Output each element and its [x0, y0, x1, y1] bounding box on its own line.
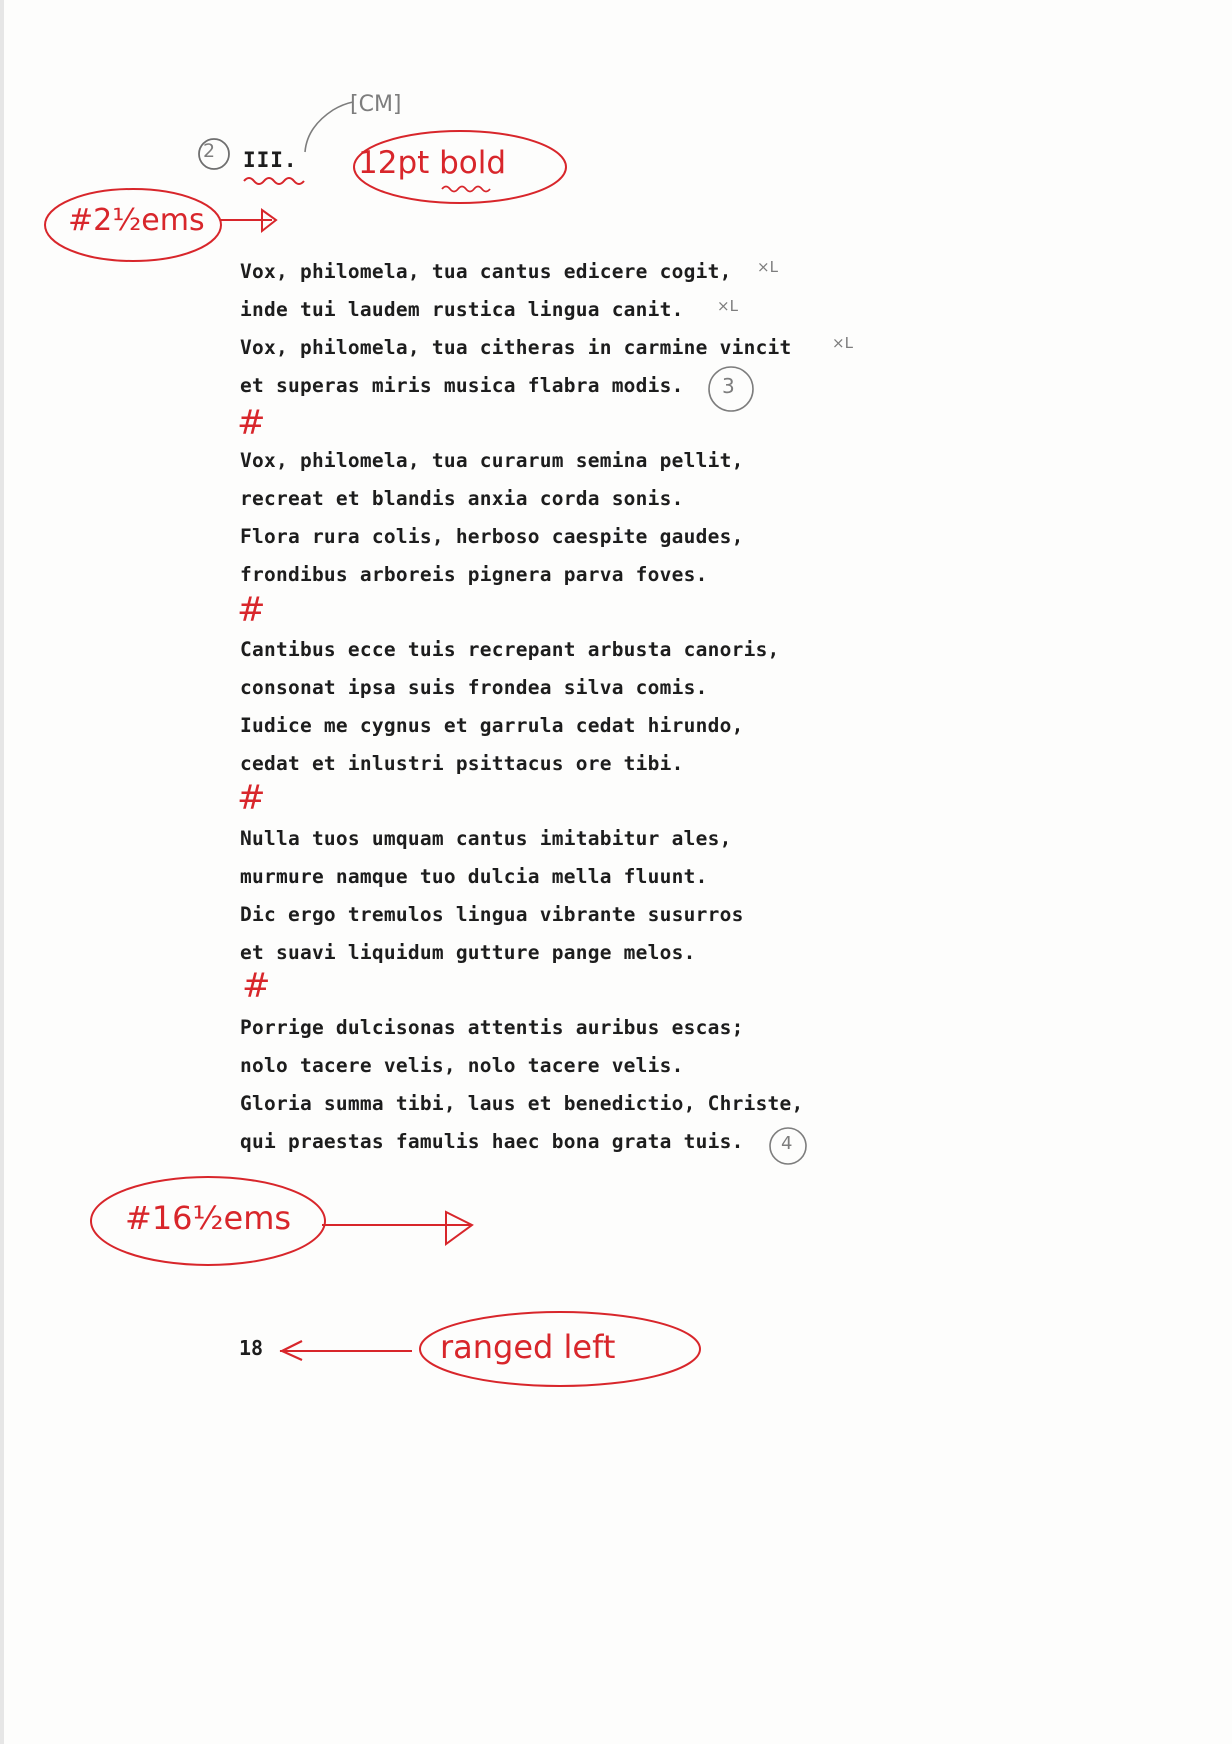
poem-line: Flora rura colis, herboso caespite gaudes,: [240, 525, 744, 548]
stanza-break-mark: #: [237, 403, 266, 443]
page-edge: [0, 0, 4, 1744]
circled-2-label: 2: [203, 140, 216, 162]
poem-line: recreat et blandis anxia corda sonis.: [240, 487, 684, 510]
poem-line: murmure namque tuo dulcia mella fluunt.: [240, 865, 708, 888]
poem-line: Vox, philomela, tua cantus edicere cogit,: [240, 260, 732, 283]
cm-mark: [CM]: [350, 92, 402, 117]
poem-line: consonat ipsa suis frondea silva comis.: [240, 676, 708, 699]
poem-line: Gloria summa tibi, laus et benedictio, Christe,: [240, 1092, 804, 1115]
poem-line: nolo tacere velis, nolo tacere velis.: [240, 1054, 684, 1077]
poem-line: Dic ergo tremulos lingua vibrante susurros: [240, 903, 744, 926]
poem-line: frondibus arboreis pignera parva foves.: [240, 563, 708, 586]
folio-alignment-note: ranged left: [440, 1328, 616, 1366]
margin-mark: ×L: [832, 334, 853, 352]
poem-line: Vox, philomela, tua citheras in carmine vincit: [240, 336, 792, 359]
poem-line: cedat et inlustri psittacus ore tibi.: [240, 752, 684, 775]
arrowhead-icon: [262, 210, 276, 231]
poem-line: Vox, philomela, tua curarum semina pellit,: [240, 449, 744, 472]
stanza-break-mark: #: [242, 966, 271, 1006]
margin-mark: ×L: [717, 297, 738, 315]
poem: [240, 256, 804, 1164]
top-space-note: #2½ems: [68, 203, 205, 238]
circled-3-label: 3: [722, 374, 735, 398]
folio-number: 18: [239, 1336, 264, 1360]
poem-line: qui praestas famulis haec bona grata tuis.: [240, 1130, 744, 1153]
bold-wavy-mark: [442, 187, 490, 192]
bottom-space-note: #16½ems: [125, 1199, 292, 1237]
heading-style-note: 12pt bold: [358, 145, 507, 181]
margin-mark: ×L: [757, 258, 778, 276]
poem-line: inde tui laudem rustica lingua canit.: [240, 298, 684, 321]
arrowhead-icon: [282, 1341, 302, 1360]
poem-line: Cantibus ecce tuis recrepant arbusta canoris,: [240, 638, 780, 661]
poem-line: et suavi liquidum gutture pange melos.: [240, 941, 696, 964]
poem-line: Porrige dulcisonas attentis auribus escas;: [240, 1016, 744, 1039]
bold-underline-mark: [244, 178, 304, 184]
arrowhead-icon: [446, 1212, 472, 1244]
stanza-break-mark: #: [237, 778, 266, 818]
section-number: III.: [243, 148, 298, 172]
circled-4-label: 4: [781, 1133, 793, 1154]
cm-leader: [305, 102, 353, 152]
poem-line: et superas miris musica flabra modis.: [240, 374, 684, 397]
stanza-break-mark: #: [237, 590, 266, 630]
poem-line: Iudice me cygnus et garrula cedat hirundo,: [240, 714, 744, 737]
poem-line: Nulla tuos umquam cantus imitabitur ales,: [240, 827, 732, 850]
